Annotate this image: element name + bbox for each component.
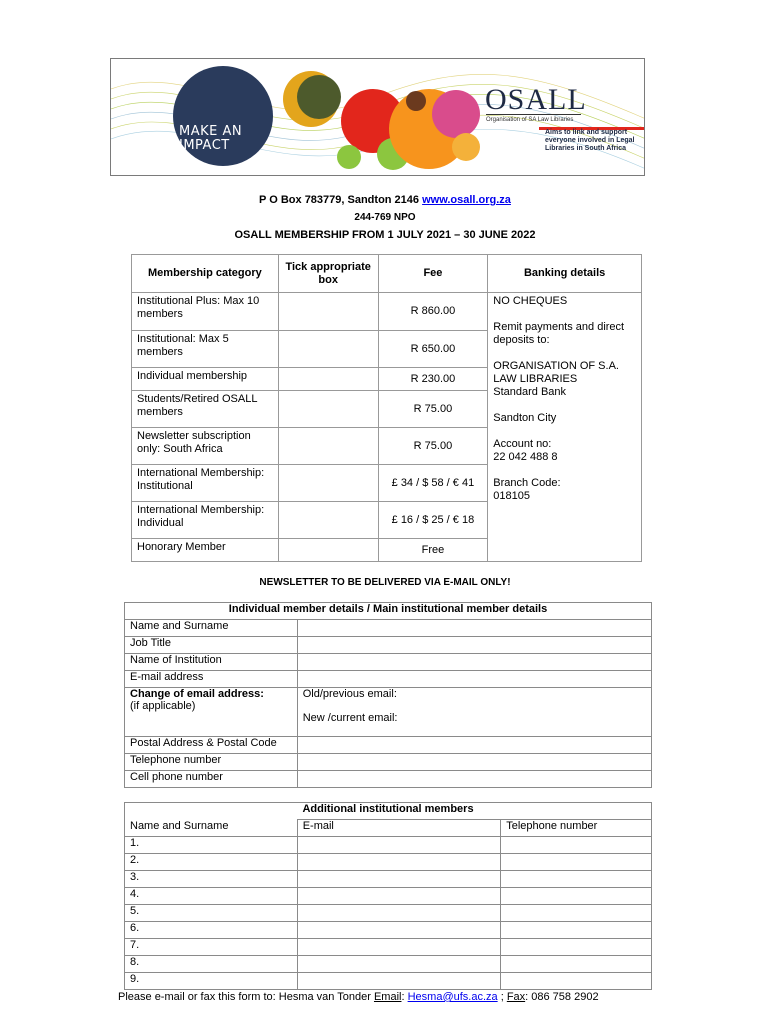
col-phone-header: Telephone number	[501, 820, 652, 837]
newsletter-notice: NEWSLETTER TO BE DELIVERED VIA E-MAIL ONLY!	[259, 577, 511, 588]
tick-box[interactable]	[278, 502, 378, 539]
institution-label: Name of Institution	[125, 654, 298, 671]
fee-cell: R 860.00	[378, 293, 488, 331]
contact-email-link[interactable]: Hesma@ufs.ac.za	[407, 991, 498, 1003]
member-row-label: 3.	[125, 871, 298, 888]
additional-title: Additional institutional members	[125, 803, 652, 820]
postal-field[interactable]	[297, 737, 651, 754]
email-label: E-mail address	[125, 671, 298, 688]
membership-period: OSALL MEMBERSHIP FROM 1 JULY 2021 – 30 JUNE 2022	[234, 229, 536, 241]
npo-number: 244-769 NPO	[354, 212, 416, 223]
member-row-label: 7.	[125, 939, 298, 956]
tick-box[interactable]	[278, 428, 378, 465]
osall-tagline: Aims to link and support everyone involved in Legal Libraries in South Africa	[545, 129, 635, 152]
member-phone-field[interactable]	[501, 939, 652, 956]
job-title-field[interactable]	[297, 637, 651, 654]
tick-box[interactable]	[278, 368, 378, 391]
member-phone-field[interactable]	[501, 973, 652, 990]
member-row-label: 1.	[125, 837, 298, 854]
member-email-field[interactable]	[297, 871, 501, 888]
change-email-label: Change of email address: (if applicable)	[125, 688, 298, 737]
make-an-impact-text: MAKE AN IMPACT	[179, 124, 243, 153]
category-cell: Institutional Plus: Max 10 members	[132, 293, 279, 331]
category-cell: Newsletter subscription only: South Africa	[132, 428, 279, 465]
member-phone-field[interactable]	[501, 905, 652, 922]
fee-cell: Free	[378, 539, 488, 562]
member-row-label: 6.	[125, 922, 298, 939]
member-email-field[interactable]	[297, 854, 501, 871]
member-email-field[interactable]	[297, 956, 501, 973]
telephone-field[interactable]	[297, 754, 651, 771]
category-cell: Institutional: Max 5 members	[132, 331, 279, 368]
member-phone-field[interactable]	[501, 854, 652, 871]
col-email-header: E-mail	[297, 820, 501, 837]
osall-banner	[110, 58, 645, 176]
postal-label: Postal Address & Postal Code	[125, 737, 298, 754]
member-row-label: 5.	[125, 905, 298, 922]
header-banking: Banking details	[488, 255, 642, 293]
email-field[interactable]	[297, 671, 651, 688]
member-row-label: 9.	[125, 973, 298, 990]
category-cell: International Membership: Institutional	[132, 465, 279, 502]
member-phone-field[interactable]	[501, 956, 652, 973]
fee-cell: R 650.00	[378, 331, 488, 368]
category-cell: International Membership: Individual	[132, 502, 279, 539]
website-link[interactable]: www.osall.org.za	[422, 194, 511, 206]
osall-logo-subtitle: Organisation of SA Law Libraries	[486, 114, 581, 123]
member-phone-field[interactable]	[501, 837, 652, 854]
member-row-label: 4.	[125, 888, 298, 905]
header-category: Membership category	[132, 255, 279, 293]
member-row-label: 8.	[125, 956, 298, 973]
fee-cell: R 230.00	[378, 368, 488, 391]
fee-cell: R 75.00	[378, 391, 488, 428]
member-phone-field[interactable]	[501, 922, 652, 939]
new-email-label: New /current email:	[302, 712, 398, 724]
member-email-field[interactable]	[297, 888, 501, 905]
category-cell: Students/Retired OSALL members	[132, 391, 279, 428]
submission-footer: Please e-mail or fax this form to: Hesma van Tonder Email: Hesma@ufs.ac.za ; Fax: 086 758 2902	[118, 991, 599, 1003]
change-email-field[interactable]	[297, 688, 651, 737]
old-email-label: Old/previous email:	[302, 688, 397, 700]
header-tick: Tick appropriate box	[278, 255, 378, 293]
name-label: Name and Surname	[125, 620, 298, 637]
telephone-label: Telephone number	[125, 754, 298, 771]
member-phone-field[interactable]	[501, 871, 652, 888]
col-name-header: Name and Surname	[125, 820, 298, 837]
member-email-field[interactable]	[297, 973, 501, 990]
cell-field[interactable]	[297, 771, 651, 788]
member-email-field[interactable]	[297, 837, 501, 854]
additional-members-table	[124, 802, 652, 990]
tick-box[interactable]	[278, 293, 378, 331]
address-line: P O Box 783779, Sandton 2146 www.osall.org.za	[259, 194, 511, 206]
tick-box[interactable]	[278, 539, 378, 562]
member-email-field[interactable]	[297, 922, 501, 939]
osall-logo: OSALL	[485, 83, 587, 116]
member-email-field[interactable]	[297, 939, 501, 956]
membership-fee-table	[131, 254, 642, 562]
tick-box[interactable]	[278, 465, 378, 502]
member-email-field[interactable]	[297, 905, 501, 922]
institution-field[interactable]	[297, 654, 651, 671]
name-field[interactable]	[297, 620, 651, 637]
fee-cell: R 75.00	[378, 428, 488, 465]
member-row-label: 2.	[125, 854, 298, 871]
banking-details: NO CHEQUES Remit payments and direct deposits to: ORGANISATION OF S.A. LAW LIBRARIES Standard Bank Sandton City Account no: 22 042 488 8 Branch Code: 018105	[488, 293, 642, 562]
cell-label: Cell phone number	[125, 771, 298, 788]
header-fee: Fee	[378, 255, 488, 293]
category-cell: Individual membership	[132, 368, 279, 391]
fee-cell: £ 34 / $ 58 / € 41	[378, 465, 488, 502]
fee-cell: £ 16 / $ 25 / € 18	[378, 502, 488, 539]
category-cell: Honorary Member	[132, 539, 279, 562]
member-phone-field[interactable]	[501, 888, 652, 905]
tick-box[interactable]	[278, 391, 378, 428]
member-details-table	[124, 602, 652, 788]
tick-box[interactable]	[278, 331, 378, 368]
job-title-label: Job Title	[125, 637, 298, 654]
details-title: Individual member details / Main institutional member details	[125, 603, 652, 620]
